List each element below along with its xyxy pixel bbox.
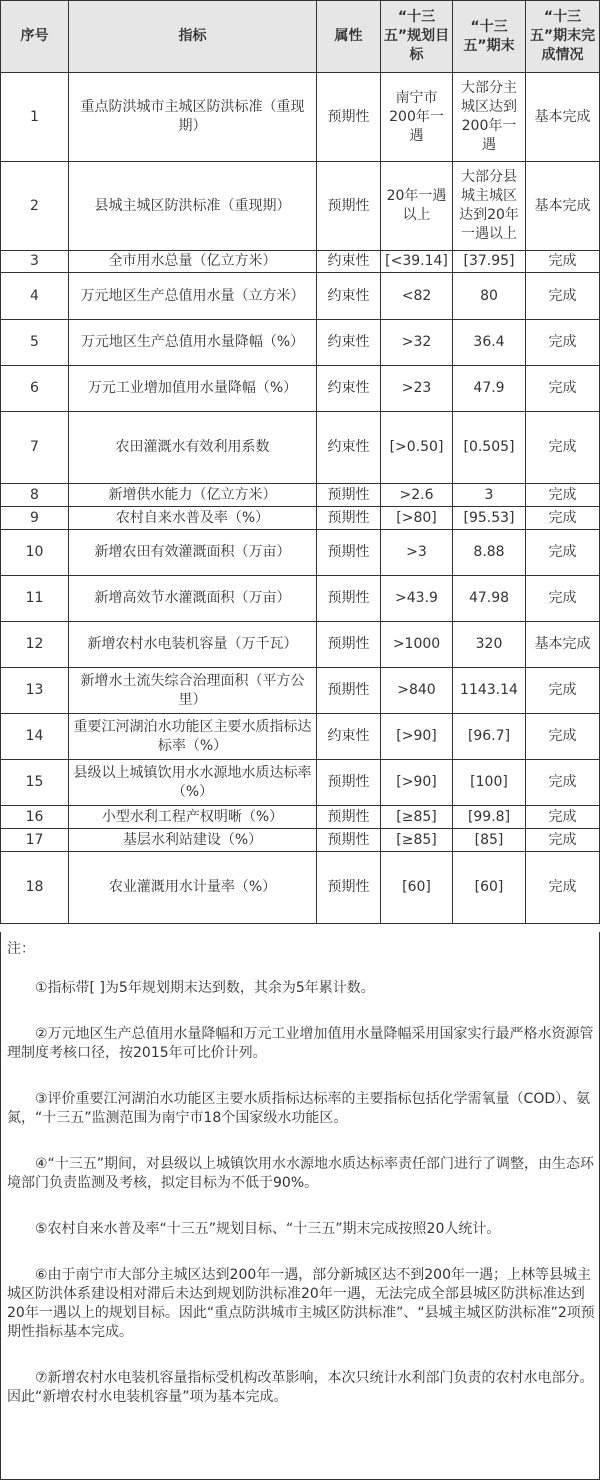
note-item: ④“十三五”期间，对县级以上城镇饮用水水源地水质达标率责任部门进行了调整，由生态环境部门负责监测及考核，拟定目标为不低于90%。 bbox=[7, 1156, 595, 1191]
row-number: 11 bbox=[1, 576, 69, 622]
completion-status: 完成 bbox=[526, 484, 600, 507]
indicator-attribute: 预期性 bbox=[317, 622, 381, 668]
indicator-attribute: 预期性 bbox=[317, 852, 381, 924]
completion-status: 完成 bbox=[526, 668, 600, 714]
table-body bbox=[1, 73, 600, 924]
indicator-name: 农业灌溉用水计量率（%） bbox=[69, 852, 317, 924]
period-end-value: [99.8] bbox=[453, 806, 526, 829]
plan-target: >1000 bbox=[381, 622, 453, 668]
indicator-name: 小型水利工程产权明晰（%） bbox=[69, 806, 317, 829]
period-end-value: 47.9 bbox=[453, 366, 526, 412]
period-end-value: 36.4 bbox=[453, 320, 526, 366]
table-row bbox=[1, 714, 600, 760]
plan-target: 南宁市200年一遇 bbox=[381, 73, 453, 162]
indicator-name: 农村自来水普及率（%） bbox=[69, 507, 317, 530]
plan-target: 20年一遇以上 bbox=[381, 162, 453, 251]
table-header bbox=[1, 1, 600, 73]
indicator-name: 新增农村水电装机容量（万千瓦） bbox=[69, 622, 317, 668]
period-end-value: [37.95] bbox=[453, 251, 526, 273]
row-number: 13 bbox=[1, 668, 69, 714]
row-number: 18 bbox=[1, 852, 69, 924]
completion-status: 基本完成 bbox=[526, 622, 600, 668]
column-header: 属性 bbox=[317, 1, 381, 73]
column-header: “十三五”规划目标 bbox=[381, 1, 453, 73]
row-number: 7 bbox=[1, 412, 69, 484]
plan-target: [≥85] bbox=[381, 829, 453, 852]
period-end-value: [0.505] bbox=[453, 412, 526, 484]
indicator-attribute: 预期性 bbox=[317, 73, 381, 162]
row-number: 5 bbox=[1, 320, 69, 366]
indicator-name: 县级以上城镇饮用水水源地水质达标率（%） bbox=[69, 760, 317, 806]
indicator-name: 新增供水能力（亿立方米） bbox=[69, 484, 317, 507]
header-row bbox=[1, 1, 600, 73]
indicator-attribute: 预期性 bbox=[317, 162, 381, 251]
table-row bbox=[1, 251, 600, 273]
table-row bbox=[1, 668, 600, 714]
plan-target: >840 bbox=[381, 668, 453, 714]
indicator-attribute: 约束性 bbox=[317, 714, 381, 760]
period-end-value: [60] bbox=[453, 852, 526, 924]
table-row bbox=[1, 162, 600, 251]
plan-target: >23 bbox=[381, 366, 453, 412]
completion-status: 完成 bbox=[526, 576, 600, 622]
period-end-value: 3 bbox=[453, 484, 526, 507]
indicator-name: 新增农田有效灌溉面积（万亩） bbox=[69, 530, 317, 576]
indicator-attribute: 预期性 bbox=[317, 806, 381, 829]
period-end-value: [95.53] bbox=[453, 507, 526, 530]
completion-status: 完成 bbox=[526, 273, 600, 320]
indicator-attribute: 预期性 bbox=[317, 530, 381, 576]
row-number: 2 bbox=[1, 162, 69, 251]
column-header: 序号 bbox=[1, 1, 69, 73]
completion-status: 完成 bbox=[526, 251, 600, 273]
indicator-name: 基层水利站建设（%） bbox=[69, 829, 317, 852]
indicator-name: 新增水土流失综合治理面积（平方公里） bbox=[69, 668, 317, 714]
indicator-attribute: 约束性 bbox=[317, 366, 381, 412]
indicator-attribute: 约束性 bbox=[317, 412, 381, 484]
completion-status: 完成 bbox=[526, 714, 600, 760]
table-row bbox=[1, 507, 600, 530]
completion-status: 基本完成 bbox=[526, 73, 600, 162]
row-number: 4 bbox=[1, 273, 69, 320]
indicator-attribute: 预期性 bbox=[317, 829, 381, 852]
table-row bbox=[1, 622, 600, 668]
plan-target: >32 bbox=[381, 320, 453, 366]
indicator-name: 万元地区生产总值用水量降幅（%） bbox=[69, 320, 317, 366]
period-end-value: 1143.14 bbox=[453, 668, 526, 714]
plan-target: [>90] bbox=[381, 714, 453, 760]
table-row bbox=[1, 73, 600, 162]
completion-status: 完成 bbox=[526, 852, 600, 924]
notes-label: 注： bbox=[7, 941, 35, 957]
column-header: “十三五”期末 bbox=[453, 1, 526, 73]
table-row bbox=[1, 320, 600, 366]
row-number: 15 bbox=[1, 760, 69, 806]
column-header: 指标 bbox=[69, 1, 317, 73]
completion-status: 完成 bbox=[526, 530, 600, 576]
table-row bbox=[1, 576, 600, 622]
period-end-value: [85] bbox=[453, 829, 526, 852]
indicator-name: 重点防洪城市主城区防洪标准（重现期） bbox=[69, 73, 317, 162]
completion-status: 完成 bbox=[526, 412, 600, 484]
row-number: 14 bbox=[1, 714, 69, 760]
plan-target: [<39.14] bbox=[381, 251, 453, 273]
table-row bbox=[1, 852, 600, 924]
table-row bbox=[1, 412, 600, 484]
note-item: ③评价重要江河湖泊水功能区主要水质指标达标率的主要指标包括化学需氧量（COD）、氨氮，“十三五”监测范围为南宁市18个国家级水功能区。 bbox=[7, 1091, 591, 1126]
row-number: 8 bbox=[1, 484, 69, 507]
note-item: ⑥由于南宁市大部分主城区达到200年一遇，部分新城区达不到200年一遇；上林等县城主城区防洪体系建设相对滞后未达到规划防洪标准20年一遇，无法完成全部县城区防洪标准达到20年一遇以上的规划目标。因此“重点防洪城市主城区防洪标准”、“县城主城区防洪标准”2项预期性指标基本完成。 bbox=[7, 1267, 595, 1340]
completion-status: 完成 bbox=[526, 507, 600, 530]
table-row bbox=[1, 366, 600, 412]
row-number: 9 bbox=[1, 507, 69, 530]
table-row bbox=[1, 530, 600, 576]
notes-section bbox=[0, 932, 600, 1480]
period-end-value: [96.7] bbox=[453, 714, 526, 760]
plan-target: [60] bbox=[381, 852, 453, 924]
note-item: ⑦新增农村水电装机容量指标受机构改革影响，本次只统计水利部门负责的农村水电部分。因此“新增农村水电装机容量”项为基本完成。 bbox=[7, 1370, 594, 1405]
table-row bbox=[1, 829, 600, 852]
period-end-value: 8.88 bbox=[453, 530, 526, 576]
indicator-name: 新增高效节水灌溉面积（万亩） bbox=[69, 576, 317, 622]
indicator-attribute: 约束性 bbox=[317, 273, 381, 320]
indicator-name: 县城主城区防洪标准（重现期） bbox=[69, 162, 317, 251]
plan-target: [>80] bbox=[381, 507, 453, 530]
completion-status: 完成 bbox=[526, 320, 600, 366]
row-number: 10 bbox=[1, 530, 69, 576]
column-header: “十三五”期末完成情况 bbox=[526, 1, 600, 73]
completion-status: 完成 bbox=[526, 829, 600, 852]
note-item: ⑤农村自来水普及率“十三五”规划目标、“十三五”期末完成按照20人统计。 bbox=[35, 1221, 501, 1237]
indicator-attribute: 约束性 bbox=[317, 320, 381, 366]
completion-status: 基本完成 bbox=[526, 162, 600, 251]
row-number: 3 bbox=[1, 251, 69, 273]
row-number: 12 bbox=[1, 622, 69, 668]
table-row bbox=[1, 484, 600, 507]
row-number: 1 bbox=[1, 73, 69, 162]
indicator-attribute: 预期性 bbox=[317, 576, 381, 622]
indicator-attribute: 预期性 bbox=[317, 760, 381, 806]
completion-status: 完成 bbox=[526, 366, 600, 412]
period-end-value: [100] bbox=[453, 760, 526, 806]
period-end-value: 320 bbox=[453, 622, 526, 668]
row-number: 17 bbox=[1, 829, 69, 852]
row-number: 16 bbox=[1, 806, 69, 829]
indicator-attribute: 预期性 bbox=[317, 484, 381, 507]
table-row bbox=[1, 760, 600, 806]
plan-target: [≥85] bbox=[381, 806, 453, 829]
completion-status: 完成 bbox=[526, 760, 600, 806]
indicator-name: 重要江河湖泊水功能区主要水质指标达标率（%） bbox=[69, 714, 317, 760]
indicator-name: 农田灌溉水有效利用系数 bbox=[69, 412, 317, 484]
plan-target: >3 bbox=[381, 530, 453, 576]
indicator-name: 万元工业增加值用水量降幅（%） bbox=[69, 366, 317, 412]
table-row bbox=[1, 806, 600, 829]
indicator-attribute: 预期性 bbox=[317, 668, 381, 714]
plan-target: >43.9 bbox=[381, 576, 453, 622]
row-number: 6 bbox=[1, 366, 69, 412]
period-end-value: 大部分县城主城区达到20年一遇以上 bbox=[453, 162, 526, 251]
indicator-name: 全市用水总量（亿立方米） bbox=[69, 251, 317, 273]
indicator-attribute: 约束性 bbox=[317, 251, 381, 273]
note-item: ①指标带[ ]为5年规划期末达到数，其余为5年累计数。 bbox=[35, 980, 375, 996]
period-end-value: 47.98 bbox=[453, 576, 526, 622]
completion-status: 完成 bbox=[526, 806, 600, 829]
indicator-attribute: 预期性 bbox=[317, 507, 381, 530]
plan-target: [>0.50] bbox=[381, 412, 453, 484]
plan-target: >2.6 bbox=[381, 484, 453, 507]
period-end-value: 大部分主城区达到200年一遇 bbox=[453, 73, 526, 162]
indicator-name: 万元地区生产总值用水量（立方米） bbox=[69, 273, 317, 320]
period-end-value: 80 bbox=[453, 273, 526, 320]
plan-target: <82 bbox=[381, 273, 453, 320]
note-item: ②万元地区生产总值用水量降幅和万元工业增加值用水量降幅采用国家实行最严格水资源管理制度考核口径，按2015年可比价计列。 bbox=[7, 1026, 594, 1061]
plan-target: [>90] bbox=[381, 760, 453, 806]
table-row bbox=[1, 273, 600, 320]
notes-list bbox=[1, 979, 599, 1407]
